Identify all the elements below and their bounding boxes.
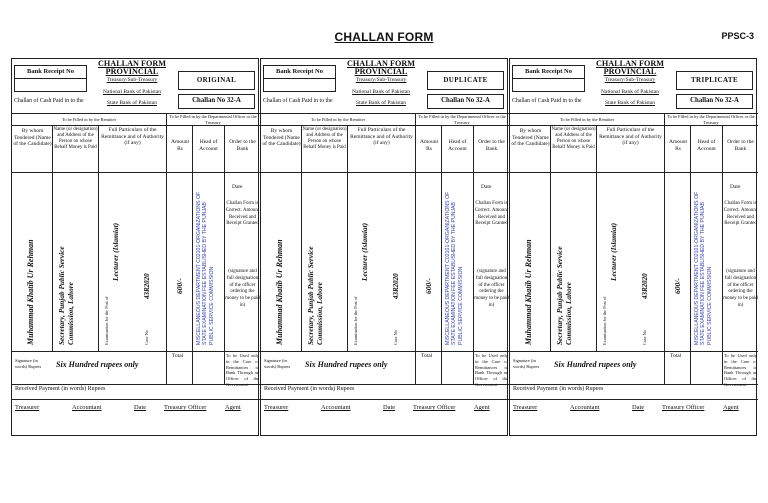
correct-note: Challan Form is Correct. Amount Received and Receipt Granted [723,201,758,227]
signature-words-label: Signature (in words) Rupees [513,358,540,369]
col-head-of-account: Head of Account [199,139,218,152]
col-name-address: Name (or designation) and Address of the Person on whose Behalf Money is Paid [551,127,596,150]
amount-value: 600/- [175,278,184,294]
case-no-value: 43R2020 [392,273,400,299]
amount-in-words: Six Hundred rupees only [305,360,388,369]
dept-note: To be Filled in by the Departmental Officer or the Treasury [667,114,755,125]
treasury-officer-label: Treasury Officer [413,404,456,411]
payee-name: Secretary, Punjab Public Service Commission, Lahore [306,246,324,345]
treasury-label: Treasury/Sub-Treasury [355,77,407,83]
col-head-of-account: Head of Account [448,139,467,152]
challan-cash-label: Challan of Cash Paid in to the [263,98,333,104]
copy-label: TRIPLICATE [690,76,739,84]
copy-label: ORIGINAL [196,76,237,84]
signature-words-label: Signature (in words) Rupees [264,358,291,369]
national-bank-label: National Bank of Pakistan [601,89,659,95]
amount-in-words: Six Hundred rupees only [554,360,637,369]
national-bank-label: National Bank of Pakistan [352,89,410,95]
challan-no: Challan No 32-A [441,97,490,104]
col-full-particulars: Full Particulars of the Remittance and of Authority (if any) [101,127,164,146]
state-bank-label: State Bank of Pakistan [107,100,157,106]
total-label: Total [670,353,682,359]
treasury-label: Treasury/Sub-Treasury [106,77,158,83]
total-label: Total [421,353,433,359]
amount-value: 600/- [673,278,682,294]
challan-no: Challan No 32-A [690,97,739,104]
head-of-account-value: MISCELLANEOUS DEPARTMENT C02101-ORGANIZATIONS OF STATE EXAMINATION FEE ESTABLISHED BY THE PUNJAB PUBLIC SERVICE COMMISSION [445,191,464,345]
challan-title-2: PROVINCIAL [105,67,159,76]
bank-use-note: To be Used only in the Case of Remittances to Bank Through an Officer of the Government [475,353,508,387]
post-name: Lecturer (Islamiat) [360,222,369,281]
examination-prefix: Examination for the Post of [353,296,358,345]
date-label: Date [730,184,741,190]
state-bank-label: State Bank of Pakistan [356,100,406,106]
treasury-officer-label: Treasury Officer [164,404,207,411]
case-no-prefix: Case No [144,330,149,345]
case-no-value: 43R2020 [143,273,151,299]
date-footer-label: Date [383,404,396,411]
agent-label: Agent [474,404,490,411]
bank-receipt-label: Bank Receipt No [276,68,323,75]
candidate-name: Muhammad Khatib Ur Rehman [524,239,533,345]
agent-label: Agent [225,404,241,411]
date-label: Date [232,184,243,190]
date-footer-label: Date [632,404,645,411]
state-bank-label: State Bank of Pakistan [605,100,655,106]
col-name-address: Name (or designation) and Address of the Person on whose Behalf Money is Paid [302,127,347,150]
candidate-name: Muhammad Khatib Ur Rehman [275,239,284,345]
col-amount: Amount Rs [419,139,439,152]
challan-copy-duplicate [260,58,508,436]
remitter-note: To be Filled in by the Remitter [310,117,366,122]
treasury-officer-label: Treasury Officer [662,404,705,411]
treasurer-label: Treasurer [513,404,538,411]
form-code: PPSC-3 [721,31,754,41]
case-no-prefix: Case No [642,330,647,345]
total-label: Total [172,353,184,359]
bank-receipt-label: Bank Receipt No [525,68,572,75]
col-by-whom: By whom Tendered (Name of the Candidate) [13,128,52,147]
national-bank-label: National Bank of Pakistan [103,89,161,95]
bank-use-note: To be Used only in the Case of Remittances to Bank Through an Officer of the Government [724,353,757,387]
col-order-to-bank: Order to the Bank [727,139,754,152]
col-by-whom: By whom Tendered (Name of the Candidate) [262,128,301,147]
col-name-address: Name (or designation) and Address of the Person on whose Behalf Money is Paid [53,127,98,150]
form-title: CHALLAN FORM [334,30,434,44]
challan-copy-triplicate [509,58,757,436]
col-amount: Amount Rs [668,139,688,152]
dept-note: To be Filled in by the Departmental Officer or the Treasury [418,114,506,125]
signature-note: (signature and full designation of the officer ordering the money to be paid in) [723,269,758,308]
accountant-label: Accountant [321,404,351,411]
challan-copy-original [11,58,259,436]
challan-title-1: CHALLAN FORM [596,59,664,68]
agent-label: Agent [723,404,739,411]
payee-name: Secretary, Punjab Public Service Commission, Lahore [555,246,573,345]
col-order-to-bank: Order to the Bank [478,139,505,152]
date-label: Date [481,184,492,190]
challan-title-1: CHALLAN FORM [347,59,415,68]
bank-use-note: To be Used only in the Case of Remittances to Bank Through an Officer of the Government [226,353,259,387]
remitter-note: To be Filled in by the Remitter [559,117,615,122]
signature-note: (signature and full designation of the officer ordering the money to be paid in) [474,269,509,308]
col-by-whom: By whom Tendered (Name of the Candidate) [511,128,550,147]
accountant-label: Accountant [72,404,102,411]
challan-title-2: PROVINCIAL [354,67,408,76]
case-no-value: 43R2020 [641,273,649,299]
col-order-to-bank: Order to the Bank [229,139,256,152]
examination-prefix: Examination for the Post of [104,296,109,345]
examination-prefix: Examination for the Post of [602,296,607,345]
head-of-account-value: MISCELLANEOUS DEPARTMENT C02101-ORGANIZATIONS OF STATE EXAMINATION FEE ESTABLISHED BY THE PUNJAB PUBLIC SERVICE COMMISSION [196,191,215,345]
candidate-name: Muhammad Khatib Ur Rehman [26,239,35,345]
treasurer-label: Treasurer [15,404,40,411]
amount-in-words: Six Hundred rupees only [56,360,139,369]
signature-note: (signature and full designation of the officer ordering the money to be paid in) [225,269,260,308]
payee-name: Secretary, Punjab Public Service Commission, Lahore [57,246,75,345]
col-full-particulars: Full Particulars of the Remittance and of Authority (if any) [599,127,662,146]
challan-title-2: PROVINCIAL [603,67,657,76]
correct-note: Challan Form is Correct. Amount Received and Receipt Granted [474,201,509,227]
treasurer-label: Treasurer [264,404,289,411]
challan-no: Challan No 32-A [192,97,241,104]
case-no-prefix: Case No [393,330,398,345]
bank-receipt-label: Bank Receipt No [27,68,74,75]
challan-cash-label: Challan of Cash Paid in to the [512,98,582,104]
correct-note: Challan Form is Correct. Amount Received and Receipt Granted [225,201,260,227]
received-payment-label: Received Payment (in words) Rupees [264,386,355,392]
post-name: Lecturer (Islamiat) [609,222,618,281]
col-head-of-account: Head of Account [697,139,716,152]
col-amount: Amount Rs [170,139,190,152]
challan-cash-label: Challan of Cash Paid in to the [14,98,84,104]
col-full-particulars: Full Particulars of the Remittance and of Authority (if any) [350,127,413,146]
signature-words-label: Signature (in words) Rupees [15,358,42,369]
challan-title-1: CHALLAN FORM [98,59,166,68]
dept-note: To be Filled in by the Departmental Officer or the Treasury [169,114,257,125]
received-payment-label: Received Payment (in words) Rupees [513,386,604,392]
date-footer-label: Date [134,404,147,411]
head-of-account-value: MISCELLANEOUS DEPARTMENT C02101-ORGANIZATIONS OF STATE EXAMINATION FEE ESTABLISHED BY THE PUNJAB PUBLIC SERVICE COMMISSION [694,191,713,345]
post-name: Lecturer (Islamiat) [111,222,120,281]
amount-value: 600/- [424,278,433,294]
accountant-label: Accountant [570,404,600,411]
received-payment-label: Received Payment (in words) Rupees [15,386,106,392]
treasury-label: Treasury/Sub-Treasury [604,77,656,83]
copy-label: DUPLICATE [443,76,488,84]
remitter-note: To be Filled in by the Remitter [61,117,117,122]
